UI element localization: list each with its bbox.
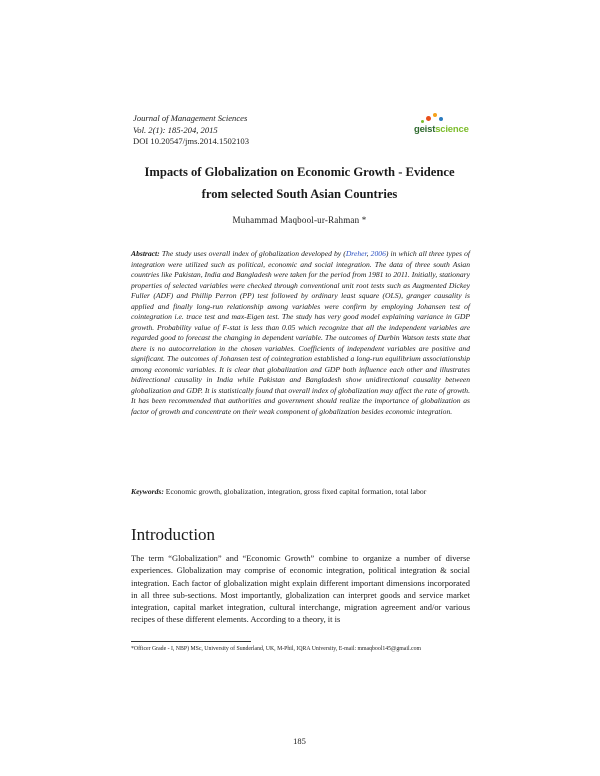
logo-dot [426,116,431,121]
keywords-label: Keywords: [131,487,164,496]
paper-author: Muhammad Maqbool-ur-Rahman * [232,215,367,225]
citation-separator: , [366,249,371,258]
logo-text-science: science [435,124,469,135]
journal-header [133,113,249,148]
logo-text-geist: geist [414,124,436,135]
journal-name: Journal of Management Sciences [133,113,248,123]
abstract-lead: The study uses overall index of globalization developed by ( [159,249,346,258]
introduction-paragraph: The term “Globalization” and “Economic Growth” combine to organize a number of diverse experiences. Globalization may comprise of economic integration, political integration & social integration. Each factor of globalization might explain different important dimensions incorporated in all three sub-sections. Most importantly, globalization can interpret goods and service market integration, capital market integration, cultural interchange, migration agreement and/or various recipes of these different elements. According to a theory, it is [131,553,470,625]
abstract-label: Abstract: [131,249,160,258]
paper-title [133,161,466,205]
logo-dot [439,117,443,121]
abstract-body: ) in which all three types of integration were utilized such as political, economic and social integration. The data of three south Asian countries like Pakistan, India and Bangladesh were taken for the period from 1981 to 2011. Initially, stationary properties of selected variables were checked through conventional unit root tests such as Augmented Dickey Fuller (ADF) and Phillip Perron (PP) test followed by ordinary least square (OLS), granger causality is applied and finally long-run relationship among variables were confirm by employing Johansen test of cointegration i.e. trace test and max-Eigen test. The study has very good model explaining variance in GDP growth. Probability value of F-stat is less than 0.05 which recognize that all the independent variables are regarded good to forecast the changing in dependent variable. The outcomes of Durbin Watson tests state that there is no autocorrelation in the chosen variables. Coefficients of independent variables are positive and significant. The outcomes of Johansen test of cointegration established a long-run equilibrium associationship among economic variables. It is clear that globalization and GDP both influence each other and illustrates bidirectional causality in India while Pakistan and Bangladesh show unidirectional causality between globalization and GDP. It is statistically found that overall index of globalization may affect the rate of growth. It has been recommended that authorities and government should realize the importance of globalization as factor of growth and concentrate on their weak component of globalization besides economic integration. [131,249,471,416]
author-footnote: *Officer Grade - I, NBP) MSc, University of Sunderland, UK, M-Phil, IQRA University, E-mail: mmaqbool145@gmail.com [131,646,421,652]
logo-wordmark [414,124,469,135]
keywords [131,486,470,497]
publisher-logo [412,112,472,140]
citation-link-author[interactable]: Dreher [345,249,367,258]
journal-doi: DOI 10.20547/jms.2014.1502103 [133,136,250,146]
abstract [131,249,470,417]
page-number: 185 [293,736,306,746]
paper-title-line-2: from selected South Asian Countries [201,187,398,201]
paper-title-line-1: Impacts of Globalization on Economic Growth - Evidence [144,165,455,179]
section-heading-introduction: Introduction [131,525,216,544]
keywords-text: Economic growth, globalization, integration, gross fixed capital formation, total labor [163,487,427,496]
logo-dot [433,113,437,117]
logo-dot [421,120,424,123]
journal-volume: Vol. 2(1): 185-204, 2015 [133,124,218,135]
citation-link-year[interactable]: 2006 [370,249,386,258]
footnote-divider [131,641,251,642]
